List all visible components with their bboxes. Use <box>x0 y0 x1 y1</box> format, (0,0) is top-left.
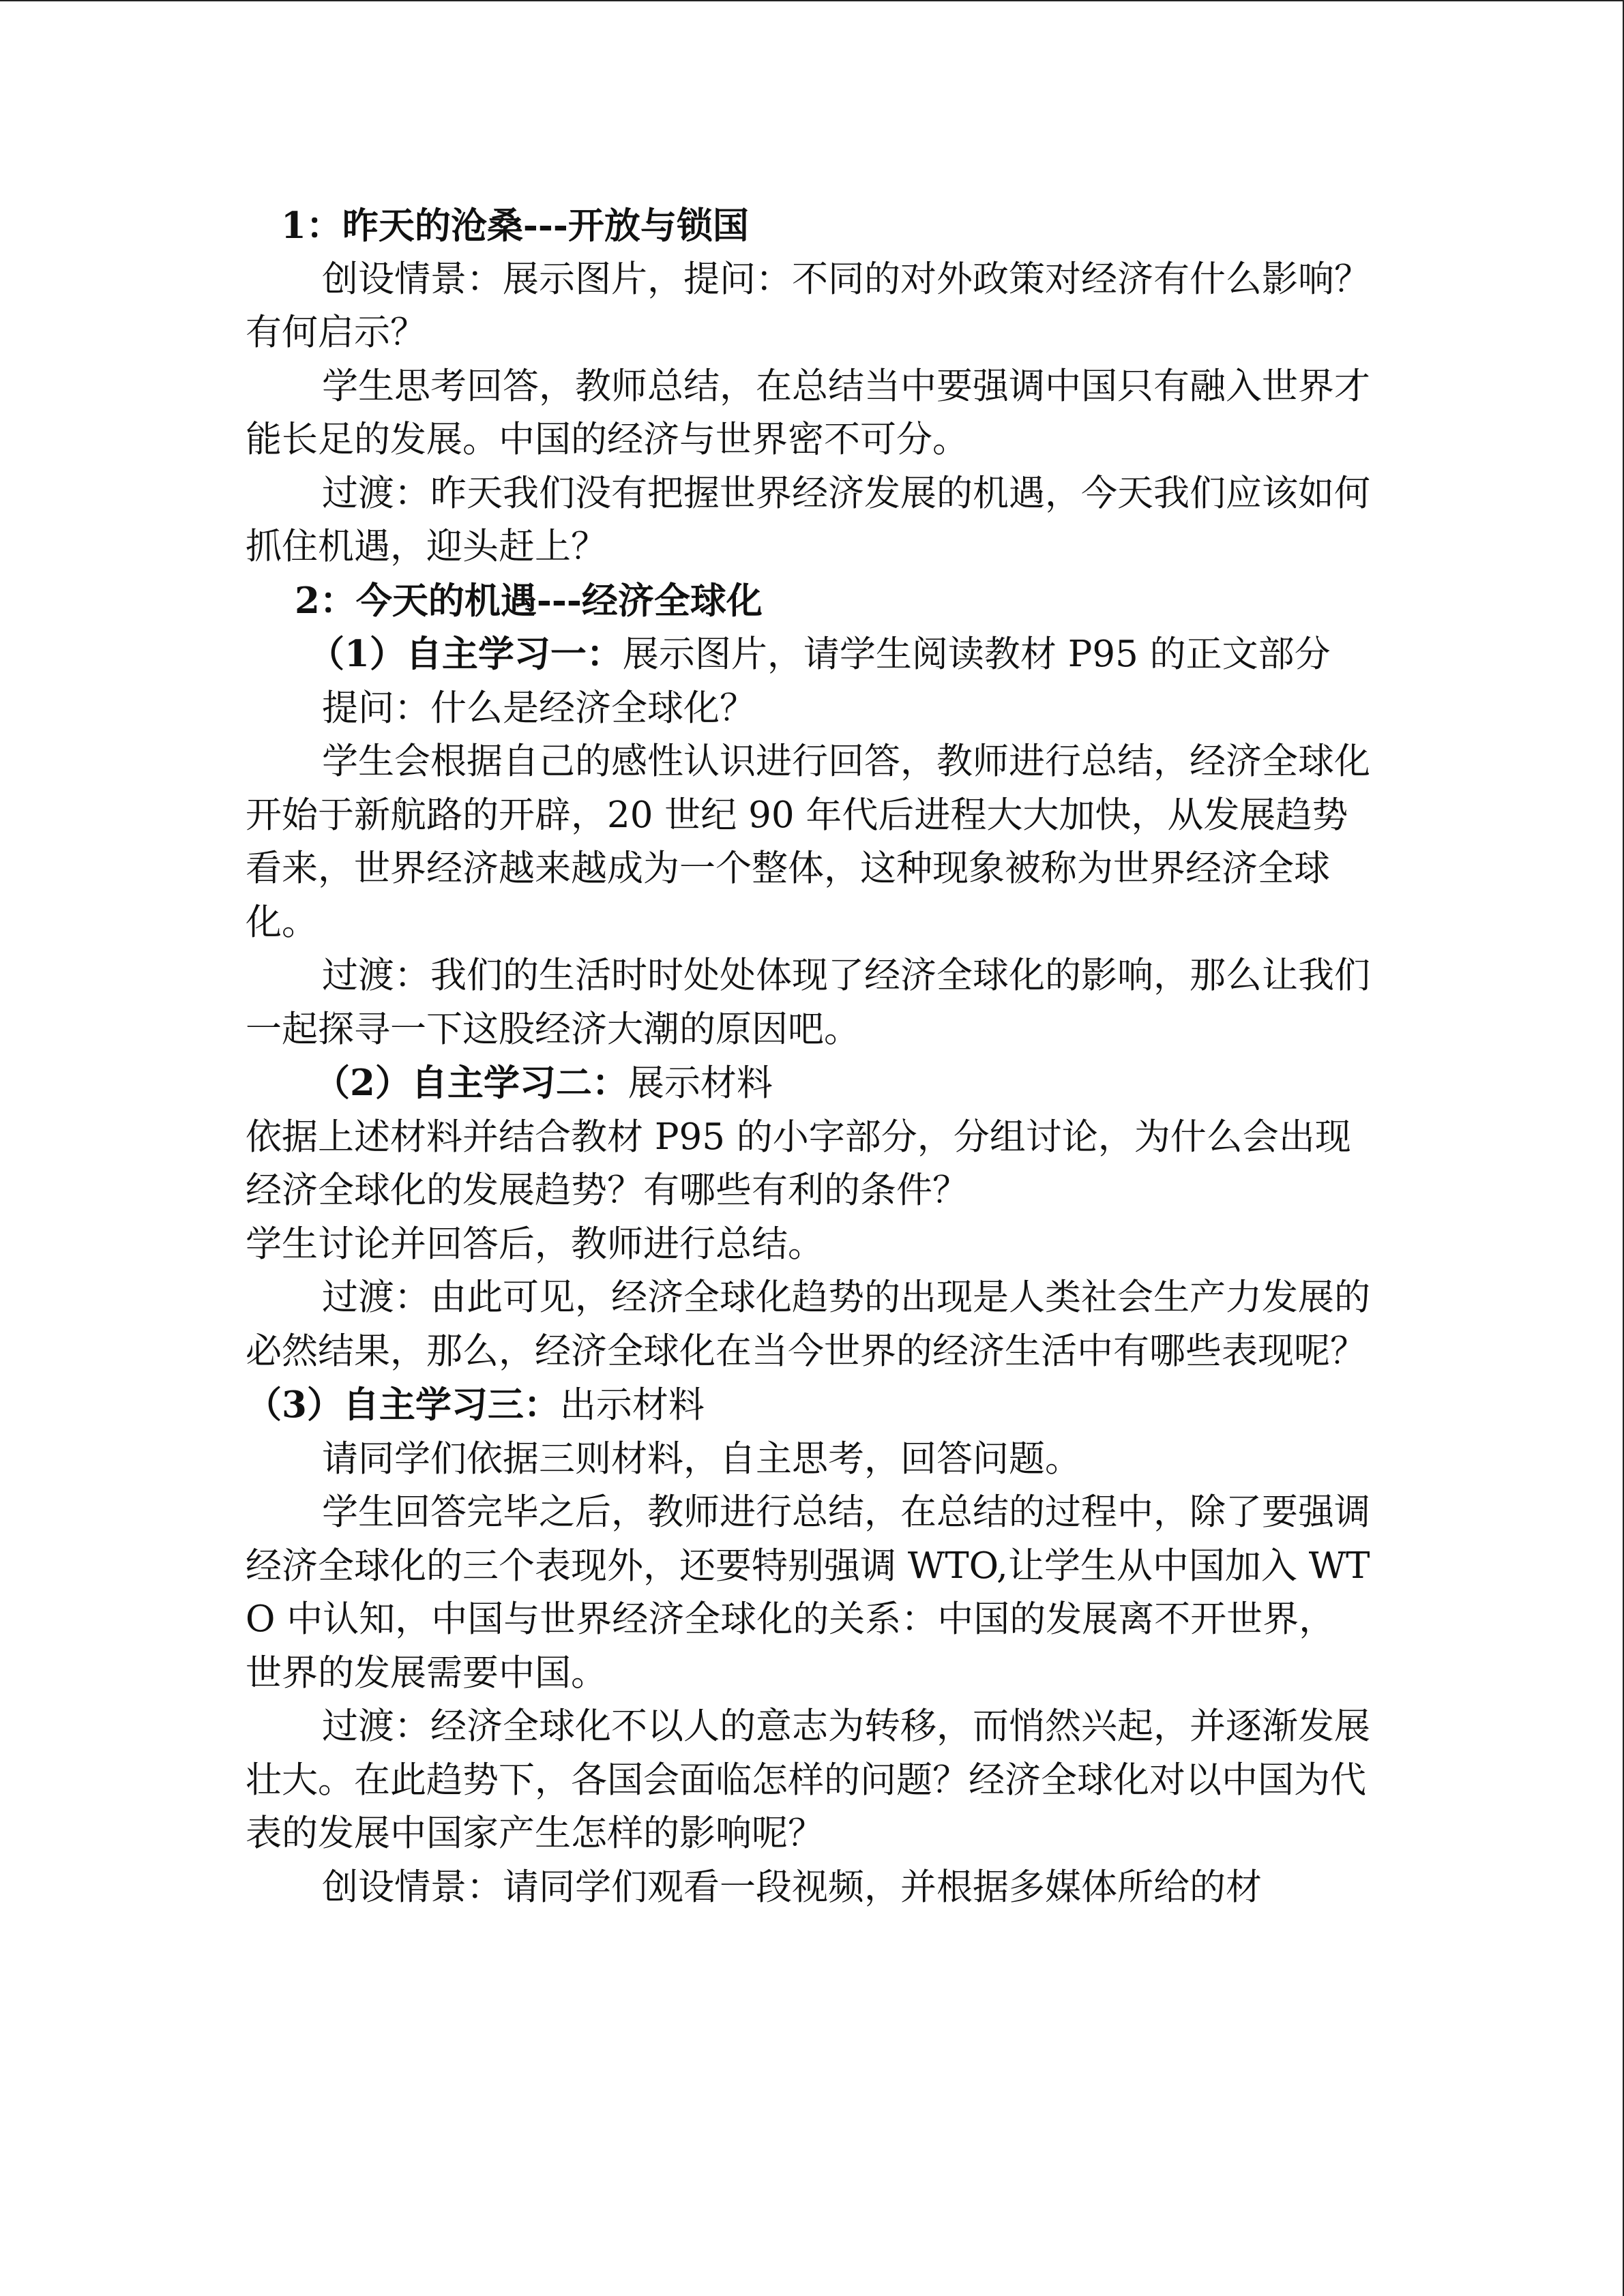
paragraph: 学生会根据自己的感性认识进行回答，教师进行总结，经济全球化开始于新航路的开辟，20 世纪 90 年代后进程大大加快，从发展趋势看来，世界经济越来越成为一个整体，这种现象被称为世界经济全球化。 <box>246 741 1370 943</box>
paragraph: 学生讨论并回答后，教师进行总结。 <box>246 1223 824 1265</box>
paragraph: 过渡：昨天我们没有把握世界经济发展的机遇，今天我们应该如何抓住机遇，迎头赶上？ <box>246 472 1370 567</box>
document-body <box>246 199 1371 1914</box>
section-heading-2: 2：今天的机遇---经济全球化 <box>295 579 763 622</box>
paragraph: 依据上述材料并结合教材 P95 的小字部分，分组讨论，为什么会出现经济全球化的发展趋势？有哪些有利的条件？ <box>246 1116 1351 1211</box>
paragraph: 创设情景：展示图片，提问：不同的对外政策对经济有什么影响？有何启示？ <box>246 258 1370 353</box>
paragraph: 过渡：我们的生活时时处处体现了经济全球化的影响，那么让我们一起探寻一下这股经济大潮的原因吧。 <box>246 955 1370 1050</box>
subsection-text: 出示材料 <box>559 1384 705 1426</box>
paragraph: 过渡：由此可见，经济全球化趋势的出现是人类社会生产力发展的必然结果，那么，经济全球化在当今世界的经济生活中有哪些表现呢？ <box>246 1277 1370 1372</box>
paragraph: 学生回答完毕之后，教师进行总结，在总结的过程中，除了要强调经济全球化的三个表现外，还要特别强调 WTO,让学生从中国加入 WTO 中认知，中国与世界经济全球化的关系：中国的发展离不开世界，世界的发展需要中国。 <box>246 1491 1370 1694</box>
section-heading-1: 1：昨天的沧桑---开放与锁国 <box>281 205 749 247</box>
subsection-1 <box>246 627 1371 682</box>
paragraph: 过渡：经济全球化不以人的意志为转移，而悄然兴起，并逐渐发展壮大。在此趋势下，各国会面临怎样的问题？经济全球化对以中国为代表的发展中国家产生怎样的影响呢？ <box>246 1705 1370 1854</box>
paragraph: 请同学们依据三则材料，自主思考，回答问题。 <box>322 1437 1081 1480</box>
subsection-text: 展示材料 <box>628 1062 773 1104</box>
paragraph: 提问：什么是经济全球化？ <box>322 687 756 729</box>
subsection-label: （2）自主学习二： <box>314 1062 628 1104</box>
paragraph: 学生思考回答，教师总结，在总结当中要强调中国只有融入世界才能长足的发展。中国的经济与世界密不可分。 <box>246 365 1370 460</box>
subsection-label: （3）自主学习三： <box>246 1384 560 1426</box>
subsection-text: 展示图片，请学生阅读教材 P95 的正文部分 <box>622 633 1331 675</box>
paragraph: 创设情景：请同学们观看一段视频，并根据多媒体所给的材 <box>322 1866 1262 1908</box>
subsection-3 <box>246 1378 1371 1433</box>
subsection-2 <box>246 1056 1371 1111</box>
subsection-label: （1）自主学习一： <box>308 633 623 675</box>
